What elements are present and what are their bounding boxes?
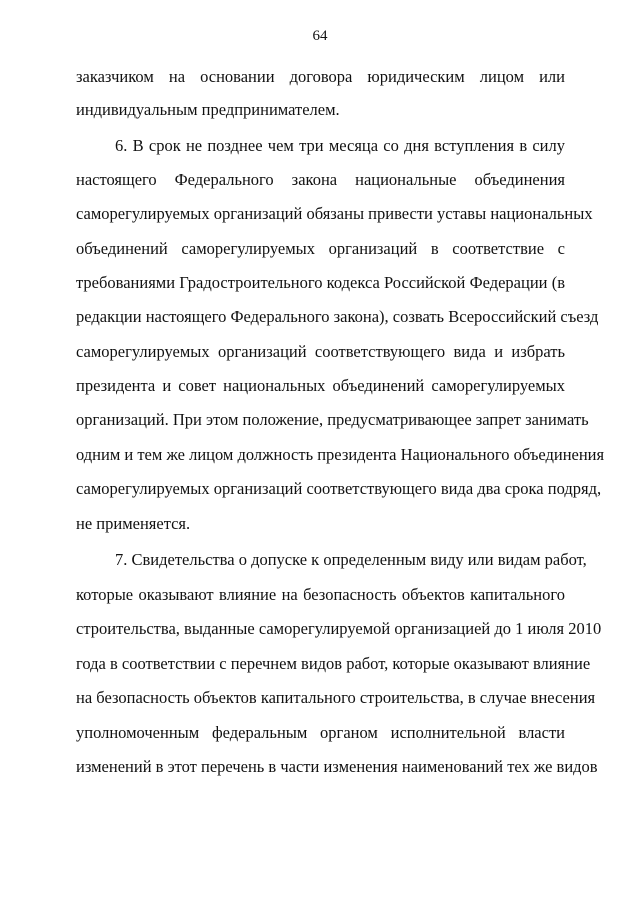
- text-line-18: года в соответствии с перечнем видов работ, которые оказывают влияние: [76, 654, 591, 673]
- text-line-2: индивидуальным предпринимателем.: [76, 100, 340, 119]
- text-line-7: требованиями Градостроительного кодекса Российской Федерации (в: [76, 273, 565, 292]
- page-number: 64: [312, 28, 328, 44]
- text-line-5: саморегулируемых организаций обязаны привести уставы национальных: [76, 204, 593, 223]
- text-line-9: саморегулируемых организаций соответствующего вида и избрать: [76, 342, 565, 361]
- text-line-11: организаций. При этом положение, предусматривающее запрет занимать: [76, 410, 589, 429]
- text-line-6: объединений саморегулируемых организаций в соответствие с: [76, 239, 565, 258]
- text-line-4: настоящего Федерального закона национальные объединения: [76, 170, 565, 189]
- text-line-16: которые оказывают влияние на безопасность объектов капитального: [76, 585, 565, 604]
- text-line-13: саморегулируемых организаций соответствующего вида два срока подряд,: [76, 479, 602, 498]
- text-line-3: 6. В срок не позднее чем три месяца со дня вступления в силу: [115, 136, 565, 155]
- text-line-20: уполномоченным федеральным органом исполнительной власти: [76, 723, 565, 742]
- text-line-8: редакции настоящего Федерального закона), созвать Всероссийский съезд: [76, 307, 599, 326]
- text-line-19: на безопасность объектов капитального строительства, в случае внесения: [76, 688, 596, 707]
- text-line-15: 7. Свидетельства о допуске к определенным виду или видам работ,: [115, 550, 587, 569]
- text-line-21: изменений в этот перечень в части изменения наименований тех же видов: [76, 757, 598, 776]
- text-line-12: одним и тем же лицом должность президента Национального объединения: [76, 445, 605, 464]
- text-line-10: президента и совет национальных объединений саморегулируемых: [76, 376, 565, 395]
- text-line-14: не применяется.: [76, 514, 191, 533]
- text-line-1: заказчиком на основании договора юридическим лицом или: [76, 67, 565, 86]
- text-line-17: строительства, выданные саморегулируемой организацией до 1 июля 2010: [76, 619, 602, 638]
